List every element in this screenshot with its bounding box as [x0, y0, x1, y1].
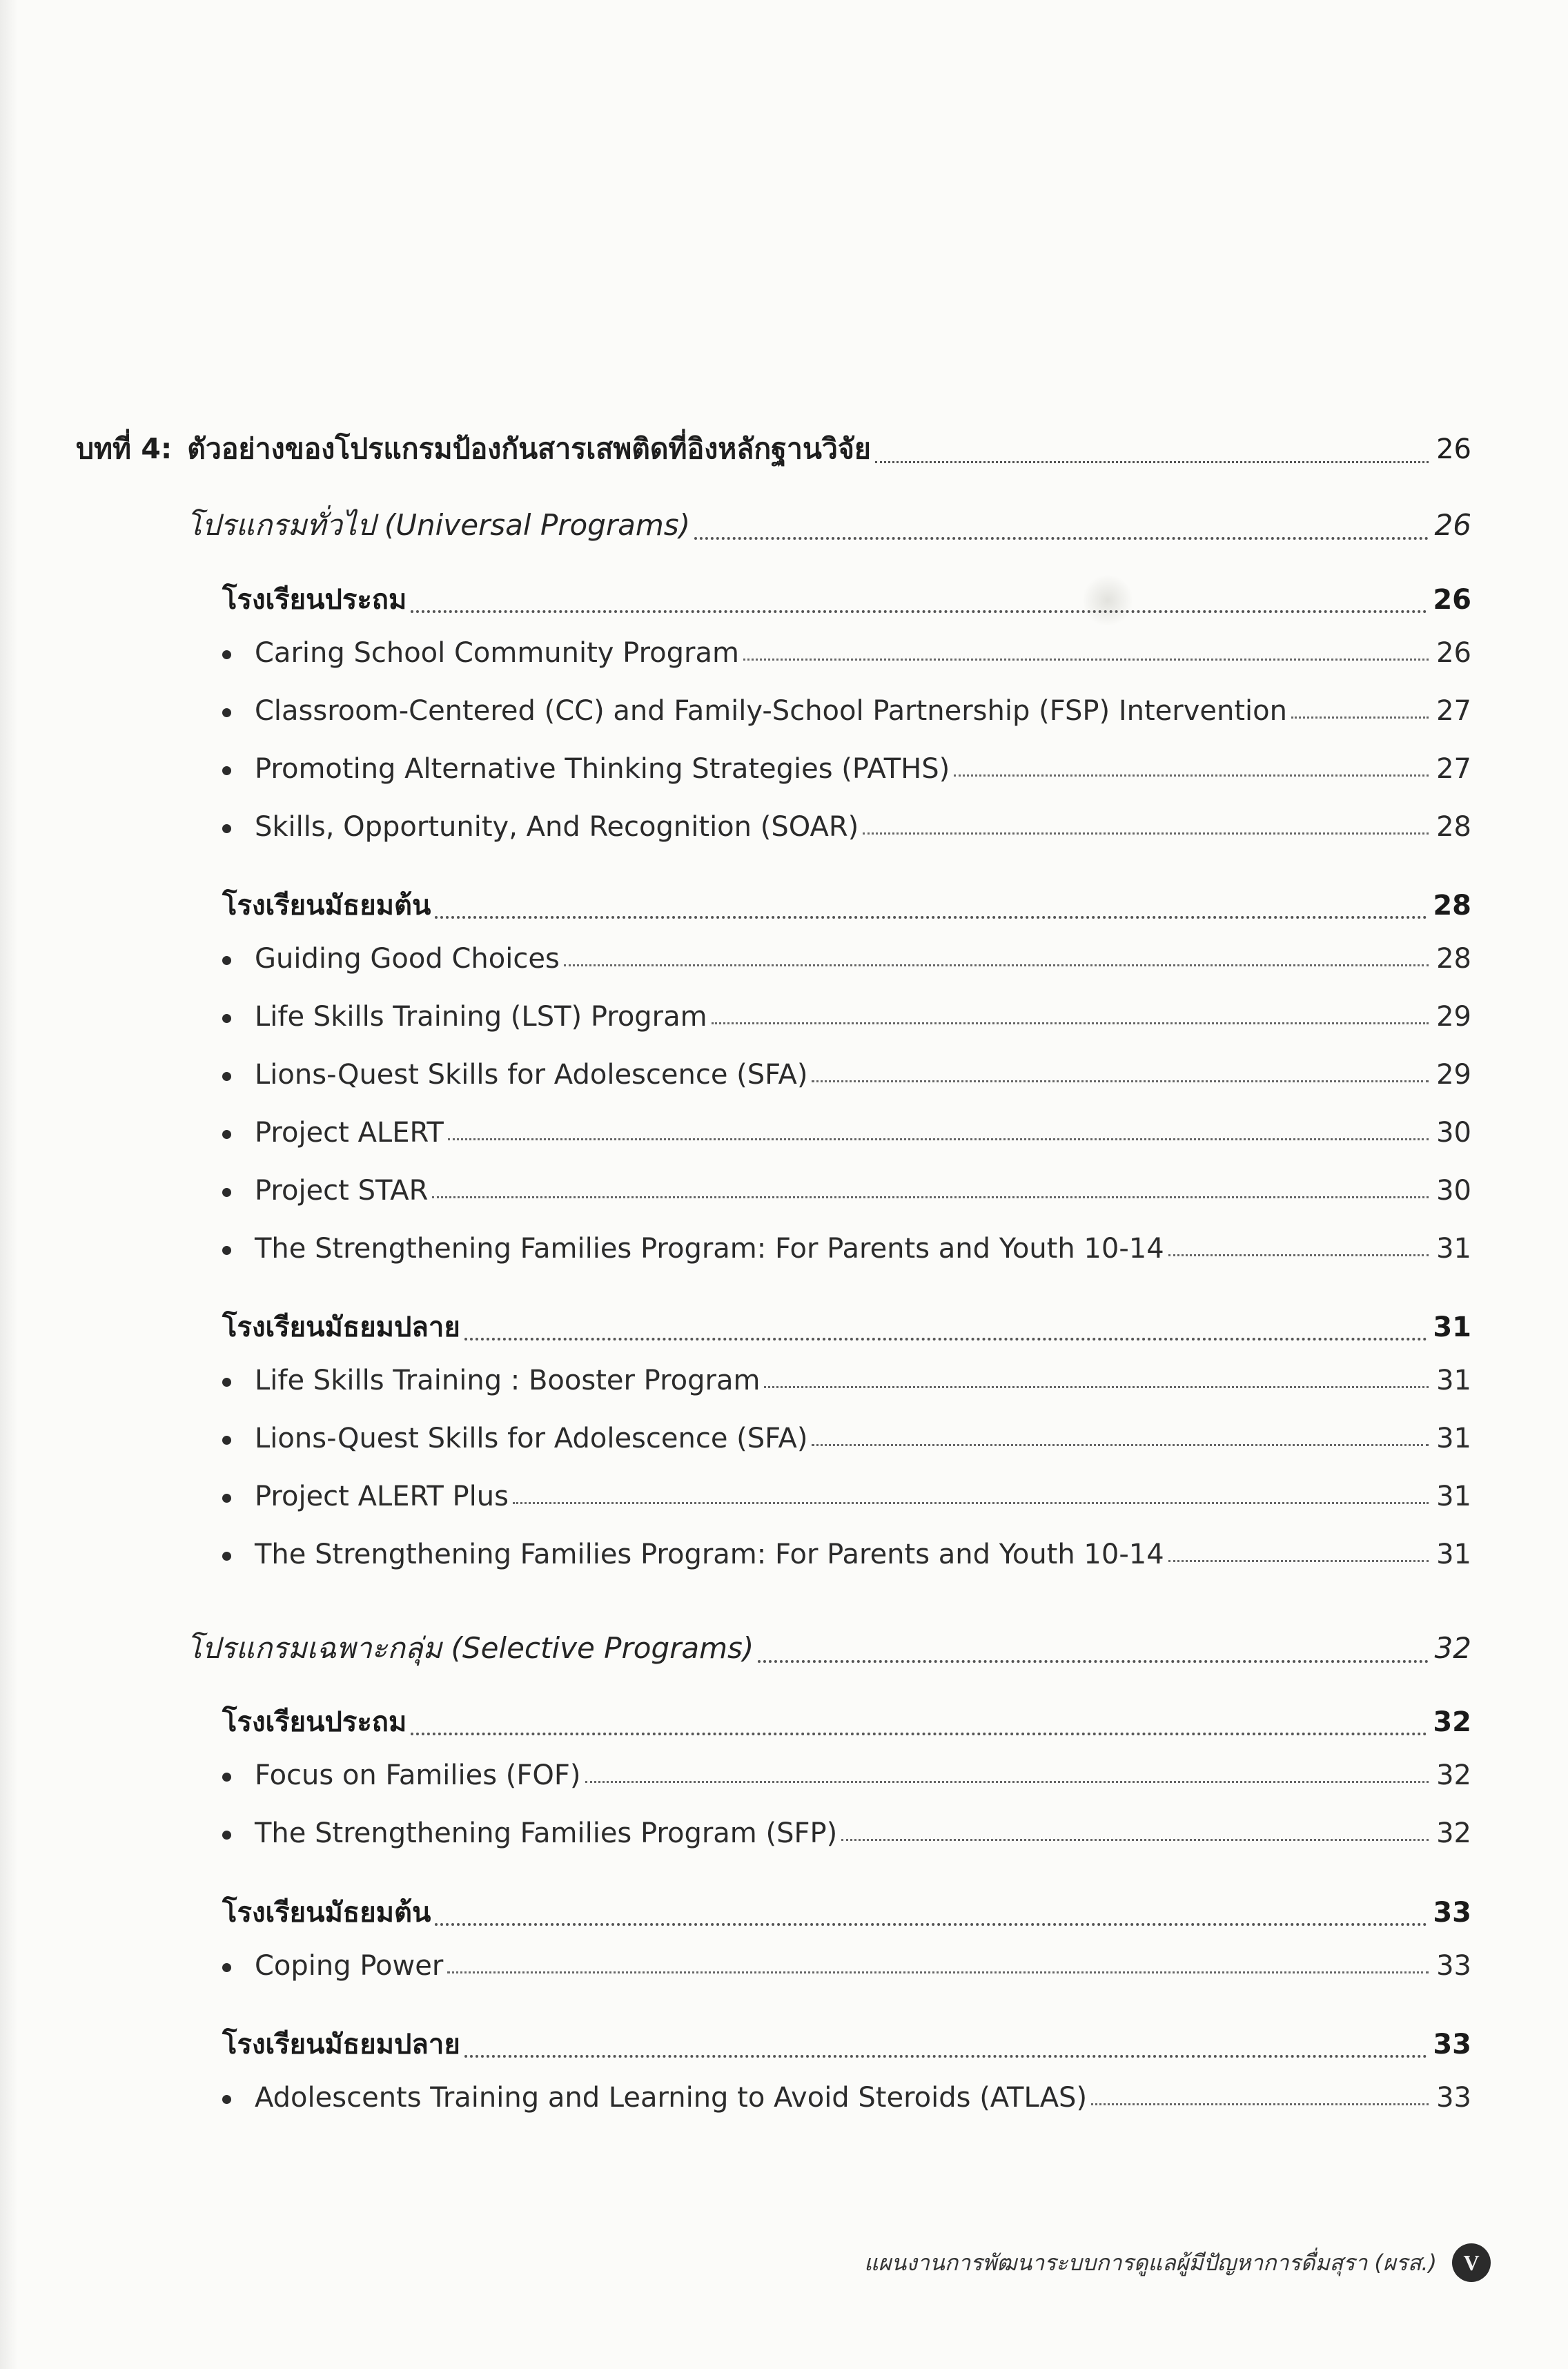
footer-publication-title: แผนงานการพัฒนาระบบการดูแลผู้มีปัญหาการดื่มสุรา (ผรส.)	[864, 2249, 1437, 2276]
item-label: Classroom-Centered (CC) and Family-School Partnership (FSP) Intervention	[255, 695, 1287, 727]
page-number: 27	[1436, 753, 1471, 785]
page-number: 33	[1433, 2029, 1471, 2060]
dot-leader	[758, 1660, 1429, 1663]
dot-leader	[1168, 1254, 1429, 1256]
page-number: 28	[1433, 890, 1471, 922]
toc-item[interactable]	[222, 1365, 1471, 1396]
dot-leader	[841, 1839, 1429, 1841]
subsection-title: โรงเรียนมัธยมปลาย	[222, 2029, 460, 2060]
section-title: โปรแกรมเฉพาะกลุ่ม (Selective Programs)	[186, 1631, 754, 1665]
item-label: Caring School Community Program	[255, 637, 739, 669]
dot-leader	[448, 1138, 1429, 1140]
item-label: Coping Power	[255, 1950, 444, 1982]
dot-leader	[875, 461, 1429, 463]
dot-leader	[447, 1971, 1429, 1973]
toc-item[interactable]	[222, 753, 1471, 785]
page-number: 33	[1433, 1897, 1471, 1929]
toc-subsection-upper-secondary[interactable]	[222, 2022, 1471, 2066]
toc-item[interactable]	[222, 1423, 1471, 1454]
dot-leader	[432, 1196, 1429, 1198]
toc-item[interactable]	[222, 1539, 1471, 1570]
page-number: 30	[1436, 1175, 1471, 1207]
bullet-icon	[222, 1072, 231, 1081]
item-label: Project ALERT	[255, 1117, 444, 1149]
dot-leader	[812, 1080, 1429, 1082]
page-number: 31	[1436, 1481, 1471, 1512]
bullet-icon	[222, 1246, 231, 1255]
page-number: 31	[1436, 1539, 1471, 1570]
toc-item[interactable]	[222, 1175, 1471, 1207]
dot-leader	[1291, 716, 1429, 719]
toc-item[interactable]	[222, 637, 1471, 669]
page-number: 31	[1433, 1312, 1471, 1343]
page-number: 31	[1436, 1233, 1471, 1265]
dot-leader	[694, 537, 1429, 540]
subsection-title: โรงเรียนประถม	[222, 1706, 407, 1738]
dot-leader	[743, 659, 1429, 661]
bullet-icon	[222, 1552, 231, 1561]
subsection-title: โรงเรียนมัธยมต้น	[222, 1897, 431, 1929]
item-label: Lions-Quest Skills for Adolescence (SFA)	[255, 1059, 808, 1091]
chapter-label	[76, 427, 871, 471]
bullet-icon	[222, 1436, 231, 1445]
subsection-title: โรงเรียนมัธยมต้น	[222, 890, 431, 922]
toc-section-selective[interactable]	[186, 1626, 1471, 1671]
bullet-icon	[222, 1014, 231, 1023]
toc-section-universal[interactable]	[186, 503, 1471, 548]
toc-subsection-lower-secondary[interactable]	[222, 883, 1471, 927]
dot-leader	[435, 916, 1427, 919]
dot-leader	[411, 610, 1427, 613]
bullet-icon	[222, 2095, 231, 2104]
dot-leader	[564, 964, 1429, 966]
toc-item[interactable]	[222, 1759, 1471, 1791]
subsection-title: โรงเรียนประถม	[222, 584, 407, 616]
dot-leader	[585, 1781, 1429, 1783]
toc-item[interactable]	[222, 811, 1471, 843]
page-footer	[864, 2243, 1491, 2282]
toc-item[interactable]	[222, 1001, 1471, 1033]
page-number: 27	[1436, 695, 1471, 727]
bullet-icon	[222, 708, 231, 717]
bullet-icon	[222, 1188, 231, 1197]
page-number: 32	[1436, 1759, 1471, 1791]
bullet-icon	[222, 824, 231, 833]
dot-leader	[464, 1338, 1428, 1341]
page-number: 33	[1436, 2082, 1471, 2114]
toc-chapter-entry[interactable]	[76, 427, 1471, 471]
page-number: 29	[1436, 1001, 1471, 1033]
page-number: 28	[1436, 943, 1471, 975]
item-label: Lions-Quest Skills for Adolescence (SFA)	[255, 1423, 808, 1454]
section-title: โปรแกรมทั่วไป (Universal Programs)	[186, 508, 691, 542]
dot-leader	[1091, 2103, 1429, 2105]
item-label: Adolescents Training and Learning to Avoid Steroids (ATLAS)	[255, 2082, 1088, 2114]
item-label: Promoting Alternative Thinking Strategies (PATHS)	[255, 753, 950, 785]
page-number: 26	[1436, 433, 1471, 465]
item-label: Life Skills Training (LST) Program	[255, 1001, 707, 1033]
page-number: 26	[1434, 508, 1471, 542]
bullet-icon	[222, 1378, 231, 1387]
dot-leader	[1168, 1560, 1429, 1562]
dot-leader	[712, 1022, 1429, 1024]
page-number: 26	[1436, 637, 1471, 669]
item-label: Project STAR	[255, 1175, 429, 1207]
item-label: Life Skills Training : Booster Program	[255, 1365, 761, 1396]
dot-leader	[435, 1923, 1427, 1926]
page-number-badge: V	[1452, 2243, 1491, 2282]
bullet-icon	[222, 766, 231, 775]
item-label: Skills, Opportunity, And Recognition (SOAR)	[255, 811, 859, 843]
chapter-title: ตัวอย่างของโปรแกรมป้องกันสารเสพติดที่อิงหลักฐานวิจัย	[187, 432, 871, 465]
page-number: 28	[1436, 811, 1471, 843]
item-label: Project ALERT Plus	[255, 1481, 509, 1512]
toc-subsection-lower-secondary[interactable]	[222, 1890, 1471, 1934]
toc-item[interactable]	[222, 1481, 1471, 1512]
dot-leader	[863, 832, 1429, 835]
page-number: 29	[1436, 1059, 1471, 1091]
dot-leader	[954, 774, 1429, 777]
item-label: Focus on Families (FOF)	[255, 1759, 581, 1791]
item-label: The Strengthening Families Program (SFP)	[255, 1817, 838, 1849]
dot-leader	[764, 1386, 1429, 1388]
bullet-icon	[222, 1773, 231, 1782]
chapter-number: บทที่ 4:	[76, 432, 173, 465]
bullet-icon	[222, 956, 231, 965]
dot-leader	[411, 1733, 1427, 1735]
page-number: 32	[1436, 1817, 1471, 1849]
bullet-icon	[222, 1831, 231, 1840]
toc-item[interactable]	[222, 1059, 1471, 1091]
toc-subsection-primary[interactable]	[222, 577, 1471, 621]
toc-item[interactable]	[222, 1950, 1471, 1982]
bullet-icon	[222, 1494, 231, 1503]
toc-item[interactable]	[222, 2082, 1471, 2114]
toc-subsection-upper-secondary[interactable]	[222, 1305, 1471, 1349]
bullet-icon	[222, 650, 231, 659]
page-number: 32	[1433, 1706, 1471, 1738]
toc-item[interactable]	[222, 1817, 1471, 1849]
bullet-icon	[222, 1963, 231, 1972]
page-number: 26	[1433, 584, 1471, 616]
item-label: The Strengthening Families Program: For Parents and Youth 10-14	[255, 1233, 1164, 1265]
toc-item[interactable]	[222, 943, 1471, 975]
dot-leader	[513, 1502, 1429, 1504]
page-number: 30	[1436, 1117, 1471, 1149]
toc-item[interactable]	[222, 1233, 1471, 1265]
dot-leader	[464, 2055, 1428, 2058]
dot-leader	[812, 1444, 1429, 1446]
toc-subsection-primary[interactable]	[222, 1699, 1471, 1744]
page-number: 32	[1434, 1631, 1471, 1665]
toc-item[interactable]	[222, 695, 1471, 727]
page-number: 31	[1436, 1365, 1471, 1396]
bullet-icon	[222, 1130, 231, 1139]
page-number: 31	[1436, 1423, 1471, 1454]
page-number: 33	[1436, 1950, 1471, 1982]
toc-item[interactable]	[222, 1117, 1471, 1149]
item-label: The Strengthening Families Program: For Parents and Youth 10-14	[255, 1539, 1164, 1570]
item-label: Guiding Good Choices	[255, 943, 560, 975]
subsection-title: โรงเรียนมัธยมปลาย	[222, 1312, 460, 1343]
